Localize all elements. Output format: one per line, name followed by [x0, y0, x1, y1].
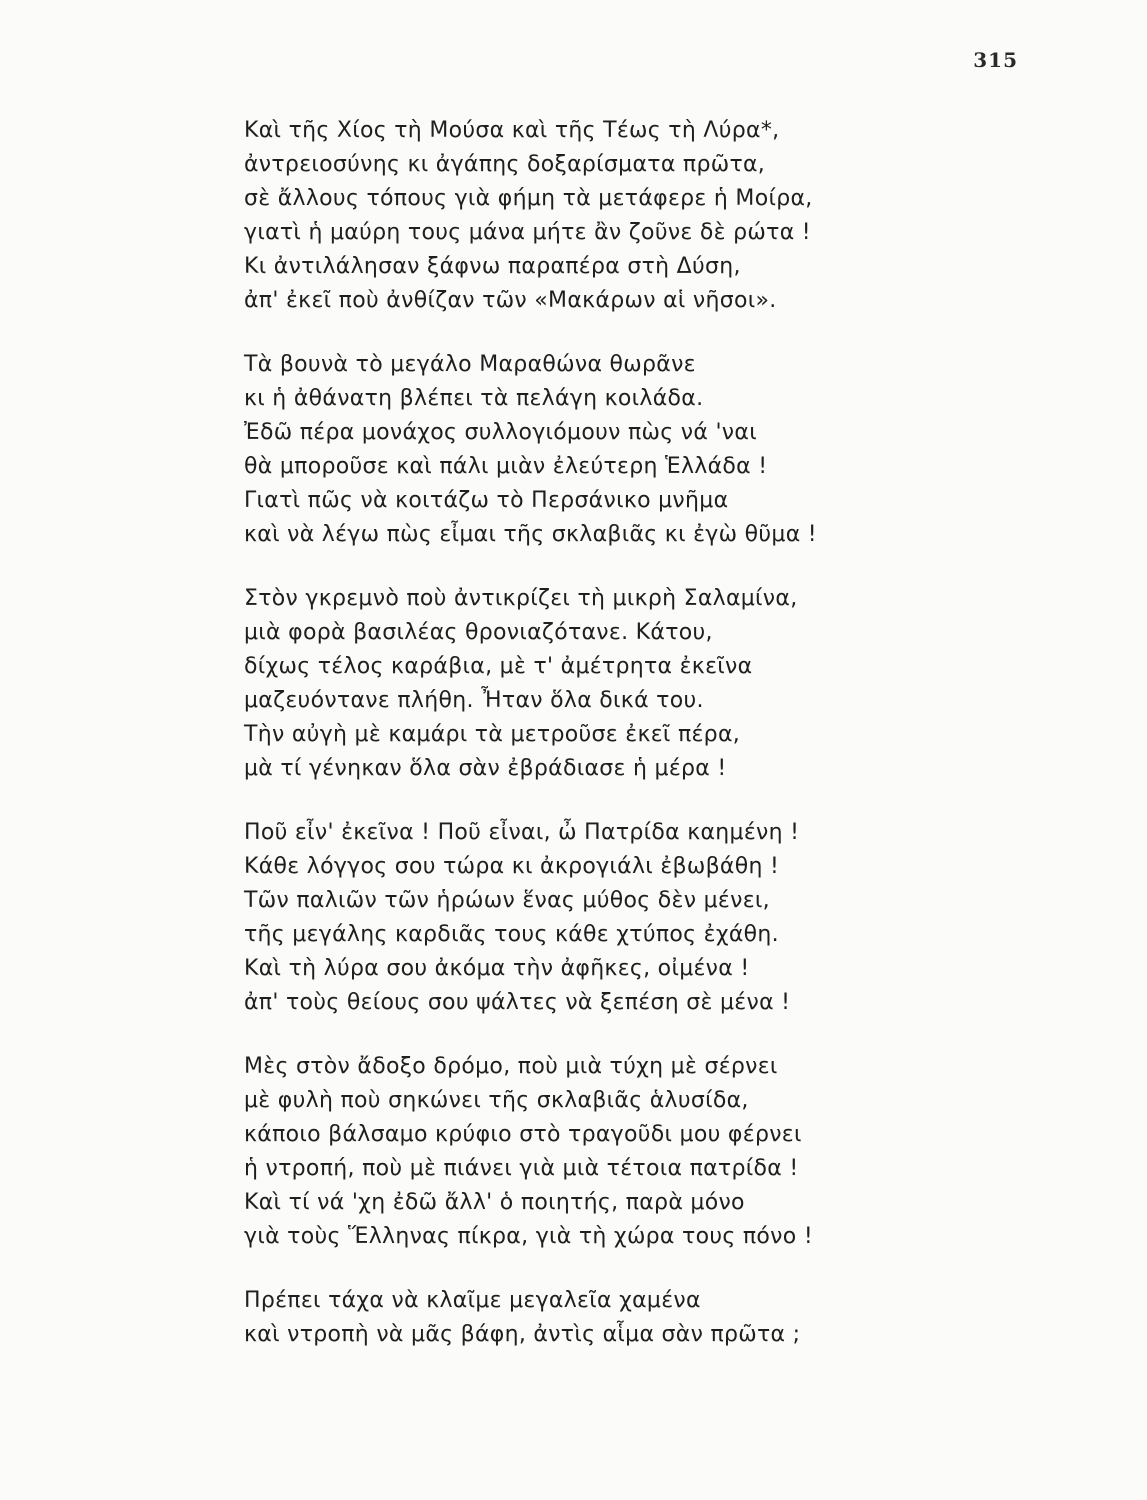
poem-line: ἡ ντροπή, ποὺ μὲ πιάνει γιὰ μιὰ τέτοια πατρίδα !: [244, 1156, 799, 1181]
stanza-6: [244, 1284, 1004, 1352]
poem-line: σὲ ἄλλους τόπους γιὰ φήμη τὰ μετάφερε ἡ Μοίρα,: [244, 186, 813, 211]
poem-line: Κάθε λόγγος σου τώρα κι ἀκρογιάλι ἐβωβάθη !: [244, 854, 780, 879]
stanza-5: [244, 1050, 1004, 1254]
poem-line: Γιατὶ πῶς νὰ κοιτάζω τὸ Περσάνικο μνῆμα: [244, 488, 729, 513]
poem-line: μιὰ φορὰ βασιλέας θρονιαζότανε. Κάτου,: [244, 620, 713, 645]
poem-line: ἀντρειοσύνης κι ἀγάπης δοξαρίσματα πρῶτα,: [244, 152, 766, 177]
poem-line: Μὲς στὸν ἄδοξο δρόμο, ποὺ μιὰ τύχη μὲ σέρνει: [244, 1054, 778, 1079]
poem-line: Τῶν παλιῶν τῶν ἡρώων ἕνας μύθος δὲν μένει,: [244, 888, 770, 913]
poem-line: θὰ μποροῦσε καὶ πάλι μιὰν ἐλεύτερη Ἑλλάδα !: [244, 454, 768, 479]
poem-line: μαζευόντανε πλήθη. Ἦταν ὅλα δικά του.: [244, 688, 704, 713]
stanza-3: [244, 582, 1004, 786]
poem-line: μὰ τί γένηκαν ὅλα σὰν ἐβράδιασε ἡ μέρα !: [244, 756, 727, 781]
poem-line: Ἐδῶ πέρα μονάχος συλλογιόμουν πὼς νά 'ναι: [244, 420, 757, 445]
poem-line: γιὰ τοὺς Ἕλληνας πίκρα, γιὰ τὴ χώρα τους πόνο !: [244, 1224, 813, 1249]
poem-line: γιατὶ ἡ μαύρη τους μάνα μήτε ἂν ζοῦνε δὲ ρώτα !: [244, 220, 811, 245]
poem-line: κάποιο βάλσαμο κρύφιο στὸ τραγοῦδι μου φέρνει: [244, 1122, 802, 1147]
poem-line: κι ἡ ἀθάνατη βλέπει τὰ πελάγη κοιλάδα.: [244, 386, 704, 411]
page-number: 315: [973, 48, 1018, 72]
poem-line: καὶ ντροπὴ νὰ μᾶς βάφη, ἀντὶς αἷμα σὰν πρῶτα ;: [244, 1322, 801, 1347]
poem-line: Κι ἀντιλάλησαν ξάφνω παραπέρα στὴ Δύση,: [244, 254, 741, 279]
poem-line: δίχως τέλος καράβια, μὲ τ' ἀμέτρητα ἐκεῖνα: [244, 654, 753, 679]
poem: [244, 114, 1004, 1382]
poem-line: Καὶ τί νά 'χη ἐδῶ ἄλλ' ὁ ποιητής, παρὰ μόνο: [244, 1190, 745, 1215]
poem-line: Καὶ τῆς Χίος τὴ Μούσα καὶ τῆς Τέως τὴ Λύρα*,: [244, 118, 780, 143]
stanza-1: [244, 114, 1004, 318]
poem-line: καὶ νὰ λέγω πὼς εἶμαι τῆς σκλαβιᾶς κι ἐγὼ θῦμα !: [244, 522, 817, 547]
poem-line: Καὶ τὴ λύρα σου ἀκόμα τὴν ἀφῆκες, οἰμένα !: [244, 956, 750, 981]
stanza-2: [244, 348, 1004, 552]
stanza-4: [244, 816, 1004, 1020]
poem-line: ἀπ' ἐκεῖ ποὺ ἀνθίζαν τῶν «Μακάρων αἱ νῆσοι».: [244, 288, 777, 313]
poem-line: Τὴν αὐγὴ μὲ καμάρι τὰ μετροῦσε ἐκεῖ πέρα,: [244, 722, 741, 747]
poem-line: Ποῦ εἶν' ἐκεῖνα ! Ποῦ εἶναι, ὦ Πατρίδα καημένη !: [244, 820, 800, 845]
poem-line: μὲ φυλὴ ποὺ σηκώνει τῆς σκλαβιᾶς ἁλυσίδα,: [244, 1088, 749, 1113]
poem-line: τῆς μεγάλης καρδιᾶς τους κάθε χτύπος ἐχάθη.: [244, 922, 779, 947]
poem-line: Πρέπει τάχα νὰ κλαῖμε μεγαλεῖα χαμένα: [244, 1288, 701, 1313]
poem-line: Τὰ βουνὰ τὸ μεγάλο Μαραθώνα θωρᾶνε: [244, 352, 696, 377]
poem-line: Στὸν γκρεμνὸ ποὺ ἀντικρίζει τὴ μικρὴ Σαλαμίνα,: [244, 586, 798, 611]
poem-line: ἀπ' τοὺς θείους σου ψάλτες νὰ ξεπέση σὲ μένα !: [244, 990, 791, 1015]
